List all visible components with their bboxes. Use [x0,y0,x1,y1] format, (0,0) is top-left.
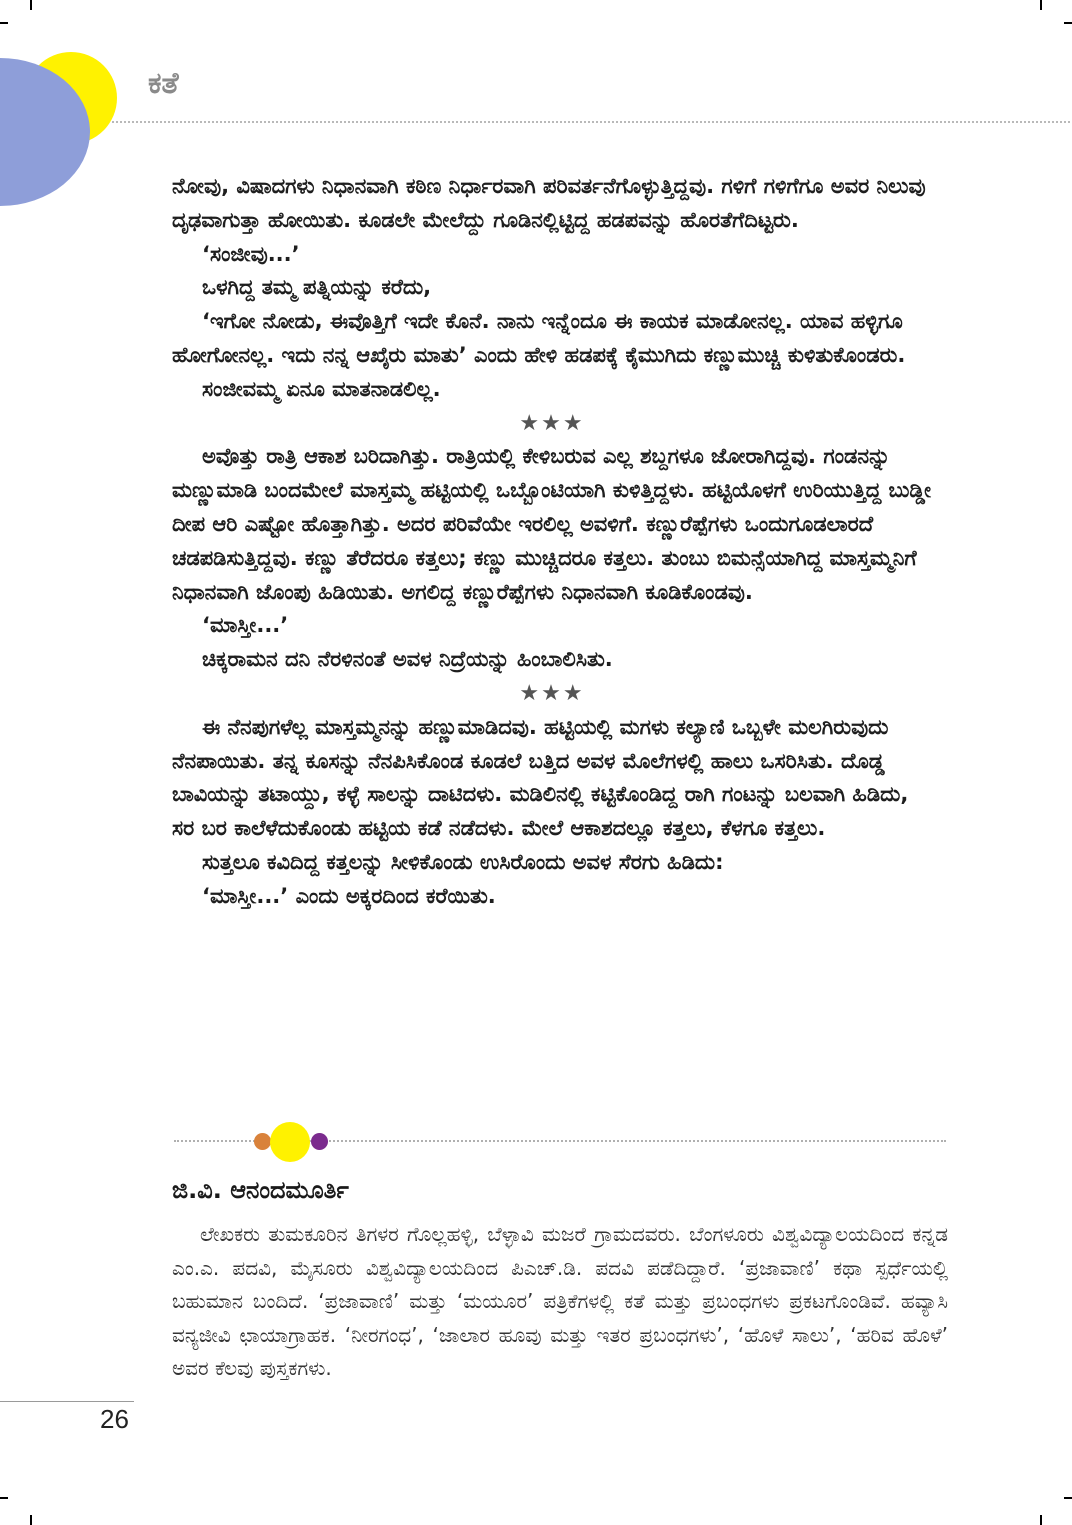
crop-mark [0,1497,8,1499]
story-paragraph: ನೋವು, ವಿಷಾದಗಳು ನಿಧಾನವಾಗಿ ಕಠಿಣ ನಿರ್ಧಾರವಾಗಿ ಪರಿವರ್ತನೆಗೊಳ್ಳುತ್ತಿದ್ದವು. ಗಳಿಗೆ ಗಳಿಗೆಗೂ ಅವರ ನಿಲುವು ದೃಢವಾಗುತ್ತಾ ಹೋಯಿತು. ಕೂಡಲೇ ಮೇಲೆದ್ದು ಗೂಡಿನಲ್ಲಿಟ್ಟಿದ್ದ ಹಡಪವನ್ನು ಹೊರತೆಗೆದಿಟ್ಟರು. [172,174,926,232]
story-paragraph: ಒಳಗಿದ್ದ ತಮ್ಮ ಪತ್ನಿಯನ್ನು ಕರೆದು, [202,275,432,300]
story-paragraph: ‘ಮಾಸ್ತೀ...’ [202,613,289,638]
story-paragraph: ‘ಸಂಜೀವು...’ [202,241,300,266]
story-paragraph: ಚಿಕ್ಕರಾಮನ ದನಿ ನೆರಳಿನಂತೆ ಅವಳ ನಿದ್ರೆಯನ್ನು ಹಿಂಬಾಲಿಸಿತು. [202,647,613,672]
story-paragraph: ಈ ನೆನಪುಗಳೆಲ್ಲ ಮಾಸ್ತಮ್ಮನನ್ನು ಹಣ್ಣುಮಾಡಿದವು. ಹಟ್ಟಿಯಲ್ಲಿ ಮಗಳು ಕಲ್ಯಾಣಿ ಒಬ್ಬಳೇ ಮಲಗಿರುವುದು ನೆನಪಾಯಿತು. ತನ್ನ ಕೂಸನ್ನು ನೆನಪಿಸಿಕೊಂಡ ಕೂಡಲೆ ಬತ್ತಿದ ಅವಳ ಮೊಲೆಗಳಲ್ಲಿ ಹಾಲು ಒಸರಿಸಿತು. ದೊಡ್ಡ ಬಾವಿಯನ್ನು ತಟಾಯ್ದು, ಕಳ್ಳೆ ಸಾಲನ್ನು ದಾಟಿದಳು. ಮಡಿಲಿನಲ್ಲಿ ಕಟ್ಟಿಕೊಂಡಿದ್ದ ರಾಗಿ ಗಂಟನ್ನು ಬಲವಾಗಿ ಹಿಡಿದು, ಸರ ಬರ ಕಾಲೆಳೆದುಕೊಂಡು ಹಟ್ಟಿಯ ಕಡೆ ನಡೆದಳು. ಮೇಲೆ ಆಕಾಶದಲ್ಲೂ ಕತ್ತಲು, ಕೆಳಗೂ ಕತ್ತಲು. [172,714,909,841]
story-paragraph: ಸಂಜೀವಮ್ಮ ಏನೂ ಮಾತನಾಡಲಿಲ್ಲ. [202,376,441,401]
divider-orange-dot [254,1133,271,1150]
story-paragraph: ಅವೊತ್ತು ರಾತ್ರಿ ಆಕಾಶ ಬರಿದಾಗಿತ್ತು. ರಾತ್ರಿಯಲ್ಲಿ ಕೇಳಿಬರುವ ಎಲ್ಲ ಶಬ್ದಗಳೂ ಜೋರಾಗಿದ್ದವು. ಗಂಡನನ್ನು ಮಣ್ಣುಮಾಡಿ ಬಂದಮೇಲೆ ಮಾಸ್ತಮ್ಮ ಹಟ್ಟಿಯಲ್ಲಿ ಒಬ್ಬೊಂಟಿಯಾಗಿ ಕುಳಿತ್ತಿದ್ದಳು. ಹಟ್ಟಿಯೊಳಗೆ ಉರಿಯುತ್ತಿದ್ದ ಬುಡ್ಡೀ ದೀಪ ಆರಿ ಎಷ್ಟೋ ಹೊತ್ತಾಗಿತ್ತು. ಅದರ ಪರಿವೆಯೇ ಇರಲಿಲ್ಲ ಅವಳಿಗೆ. ಕಣ್ಣುರೆಪ್ಪೆಗಳು ಒಂದುಗೂಡಲಾರದೆ ಚಡಪಡಿಸುತ್ತಿದ್ದವು. ಕಣ್ಣು ತೆರೆದರೂ ಕತ್ತಲು; ಕಣ್ಣು ಮುಚ್ಚಿದರೂ ಕತ್ತಲು. ತುಂಬು ಬಿಮನ್ಸೆಯಾಗಿದ್ದ ಮಾಸ್ತಮ್ಮನಿಗೆ ನಿಧಾನವಾಗಿ ಜೊಂಪು ಹಿಡಿಯಿತು. ಅಗಲಿದ್ದ ಕಣ್ಣುರೆಪ್ಪೆಗಳು ನಿಧಾನವಾಗಿ ಕೂಡಿಕೊಂಡವು. [172,444,932,604]
story-paragraph: ‘ಇಗೋ ನೋಡು, ಈವೊತ್ತಿಗೆ ಇದೇ ಕೊನೆ. ನಾನು ಇನ್ನೆಂದೂ ಈ ಕಾಯಕ ಮಾಡೋನಲ್ಲ. ಯಾವ ಹಳ್ಳಿಗೂ ಹೋಗೋನಲ್ಲ. ಇದು ನನ್ನ ಆಖೈರು ಮಾತು’ ಎಂದು ಹೇಳಿ ಹಡಪಕ್ಕೆ ಕೈಮುಗಿದು ಕಣ್ಣುಮುಚ್ಚಿ ಕುಳಿತುಕೊಂಡರು. [172,309,906,367]
story-paragraph: ಸುತ್ತಲೂ ಕವಿದಿದ್ದ ಕತ್ತಲನ್ನು ಸೀಳಿಕೊಂಡು ಉಸಿರೊಂದು ಅವಳ ಸೆರಗು ಹಿಡಿದು: [202,849,724,874]
crop-mark [0,22,8,24]
author-name: ಜಿ.ವಿ. ಆನಂದಮೂರ್ತಿ [172,1176,349,1204]
footer-rule [0,1401,134,1402]
page-number: 26 [100,1404,129,1434]
story-paragraph: ‘ಮಾಸ್ತೀ...’ ಎಂದು ಅಕ್ಕರದಿಂದ ಕರೆಯಿತು. [202,883,496,908]
crop-mark [30,1515,32,1525]
divider-purple-dot [311,1133,328,1150]
story-body [172,170,932,914]
crop-mark [30,0,32,10]
crop-mark [1040,1515,1042,1525]
crop-mark [1064,1497,1072,1499]
crop-mark [1040,0,1042,10]
header-dotted-rule [112,121,1070,123]
divider-yellow-dot [270,1122,310,1162]
chapter-title: ಕತೆ [148,66,179,101]
section-separator: ★★★ [519,680,585,706]
section-separator: ★★★ [519,410,585,436]
author-bio: ಲೇಖಕರು ತುಮಕೂರಿನ ತಿಗಳರ ಗೊಲ್ಲಹಳ್ಳಿ, ಬೆಳ್ಳಾವಿ ಮಜರೆ ಗ್ರಾಮದವರು. ಬೆಂಗಳೂರು ವಿಶ್ವವಿದ್ಯಾಲಯದಿಂದ ಕನ್ನಡ ಎಂ.ಎ. ಪದವಿ, ಮೈಸೂರು ವಿಶ್ವವಿದ್ಯಾಲಯದಿಂದ ಪಿಎಚ್.ಡಿ. ಪದವಿ ಪಡೆದಿದ್ದಾರೆ. ‘ಪ್ರಜಾವಾಣಿ’ ಕಥಾ ಸ್ಪರ್ಧೆಯಲ್ಲಿ ಬಹುಮಾನ ಬಂದಿದೆ. ‘ಪ್ರಜಾವಾಣಿ’ ಮತ್ತು ‘ಮಯೂರ’ ಪತ್ರಿಕೆಗಳಲ್ಲಿ ಕತೆ ಮತ್ತು ಪ್ರಬಂಧಗಳು ಪ್ರಕಟಗೊಂಡಿವೆ. ಹವ್ಯಾಸಿ ವನ್ಯಜೀವಿ ಛಾಯಾಗ್ರಾಹಕ. ‘ನೀರಗಂಧ’, ‘ಜಾಲಾರ ಹೂವು ಮತ್ತು ಇತರ ಪ್ರಬಂಧಗಳು’, ‘ಹೊಳೆ ಸಾಲು’, ‘ಹರಿವ ಹೊಳೆ’ ಅವರ ಕೆಲವು ಪುಸ್ತಕಗಳು. [172,1222,948,1380]
crop-mark [1064,22,1072,24]
